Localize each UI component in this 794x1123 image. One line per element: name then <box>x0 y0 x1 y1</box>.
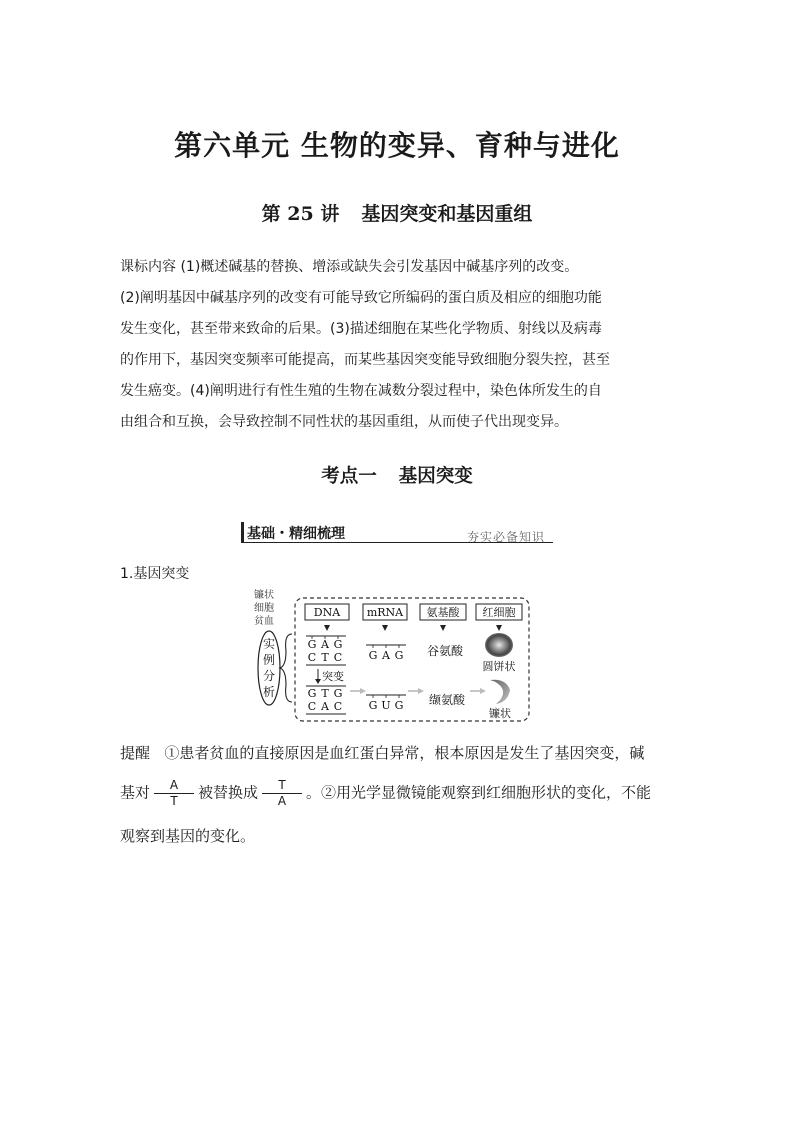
down-arrow <box>440 625 446 631</box>
mrna-base: A <box>382 649 390 662</box>
lesson-number: 第 25 讲 <box>261 203 340 225</box>
dna-base: G <box>307 638 317 651</box>
base-pair-fraction-original <box>154 778 194 809</box>
dna-base: C <box>307 651 317 664</box>
mrna-base: U <box>381 699 391 712</box>
flow-arrowhead <box>480 688 486 694</box>
header-red-cell: 红细胞 <box>482 606 516 619</box>
dna-base: A <box>321 700 329 713</box>
dna-base: G <box>333 638 343 651</box>
frac-numerator: T <box>262 778 302 794</box>
curriculum-line: 发生变化，甚至带来致命的后果。(3)描述细胞在某些化学物质、射线以及病毒 <box>120 321 602 337</box>
cell-label-mutant: 镰状 <box>489 707 511 720</box>
header-dna: DNA <box>313 606 341 619</box>
heading-gene-mutation: 1.基因突变 <box>120 566 190 582</box>
cell-label-normal: 圆饼状 <box>482 660 516 673</box>
tip-text-1: ①患者贫血的直接原因是血红蛋白异常，根本原因是发生了基因突变，碱 <box>164 744 645 762</box>
frac-denominator: A <box>277 794 287 808</box>
brace <box>280 634 292 702</box>
dna-base: C <box>333 651 343 664</box>
down-arrow <box>382 625 388 631</box>
mrna-base: G <box>368 649 378 662</box>
dna-base: A <box>321 638 329 651</box>
mrna-base: G <box>368 699 378 712</box>
side-note-char: 血 <box>264 616 274 627</box>
curriculum-line: 由组合和互换，会导致控制不同性状的基因重组，从而使子代出现变异。 <box>120 414 568 430</box>
sickle-cell-diagram <box>240 586 540 726</box>
header-mrna: mRNA <box>366 606 404 619</box>
side-note-char: 胞 <box>264 603 274 614</box>
curriculum-line: 发生癌变。(4)阐明进行有性生殖的生物在减数分裂过程中，染色体所发生的自 <box>120 383 602 399</box>
side-note-char: 状 <box>264 590 274 601</box>
unit-title: 第六单元 生物的变异、育种与进化 <box>174 129 620 162</box>
side-note-char: 细 <box>254 603 264 614</box>
header-amino-acid: 氨基酸 <box>426 606 460 619</box>
tip-line-2 <box>120 778 651 809</box>
example-char: 分 <box>262 669 276 683</box>
dna-base: G <box>307 687 317 700</box>
mrna-base: G <box>394 699 404 712</box>
dna-base: G <box>333 687 343 700</box>
section-name: 基因突变 <box>398 466 473 487</box>
banner-title: 基础・精细梳理 <box>247 526 345 542</box>
section-title <box>0 462 794 488</box>
tip-text-2a: 基对 <box>120 783 151 802</box>
curriculum-paragraph <box>120 252 678 438</box>
down-arrow <box>324 625 330 631</box>
flow-arrows <box>350 688 486 694</box>
dna-base: C <box>307 700 317 713</box>
side-note-char: 贫 <box>254 616 264 627</box>
example-char: 析 <box>262 685 276 699</box>
curriculum-line: 的作用下，基因突变频率可能提高，而某些基因突变能导致细胞分裂失控，甚至 <box>120 352 610 368</box>
flow-arrowhead <box>418 688 424 694</box>
section-number: 考点一 <box>321 466 377 487</box>
amino-acid-mutant: 缬氨酸 <box>428 693 466 707</box>
down-arrow <box>496 625 502 631</box>
lesson-name: 基因突变和基因重组 <box>361 203 533 225</box>
side-note-char: 镰 <box>254 590 264 601</box>
tip-text-2c: 。②用光学显微镜能观察到红细胞形状的变化，不能 <box>306 783 652 802</box>
curriculum-line: (2)阐明基因中碱基序列的改变有可能导致它所编码的蛋白质及相应的细胞功能 <box>120 290 602 306</box>
flow-arrowhead <box>360 688 366 694</box>
dna-base: T <box>321 651 329 664</box>
tip-line-3: 观察到基因的变化。 <box>120 827 256 845</box>
base-pair-fraction-new <box>262 778 302 809</box>
sickle-red-cell-icon <box>490 680 510 704</box>
amino-acid-normal: 谷氨酸 <box>426 644 464 658</box>
tip-text-2b: 被替换成 <box>198 783 259 802</box>
curriculum-line: 课标内容 (1)概述碱基的替换、增添或缺失会引发基因中碱基序列的改变。 <box>120 259 579 275</box>
mutation-arrowhead <box>315 679 321 684</box>
tip-label: 提醒 <box>120 744 151 762</box>
mutation-label: 突变 <box>322 670 344 683</box>
frac-denominator: T <box>170 794 178 808</box>
tip-block <box>120 742 680 862</box>
example-char: 实 <box>262 637 276 651</box>
dna-base: C <box>333 700 343 713</box>
banner-subtitle: 夯实必备知识 <box>466 530 545 544</box>
dna-base: T <box>321 687 329 700</box>
disc-red-cell-icon <box>485 633 513 657</box>
tip-line-1 <box>120 742 644 763</box>
down-arrows <box>324 625 502 631</box>
frac-numerator: A <box>154 778 194 794</box>
mrna-base: G <box>394 649 404 662</box>
lesson-title <box>0 199 794 226</box>
side-note <box>254 588 274 627</box>
example-char: 例 <box>262 653 276 667</box>
banner-bar <box>241 522 244 543</box>
section-banner <box>241 522 553 544</box>
